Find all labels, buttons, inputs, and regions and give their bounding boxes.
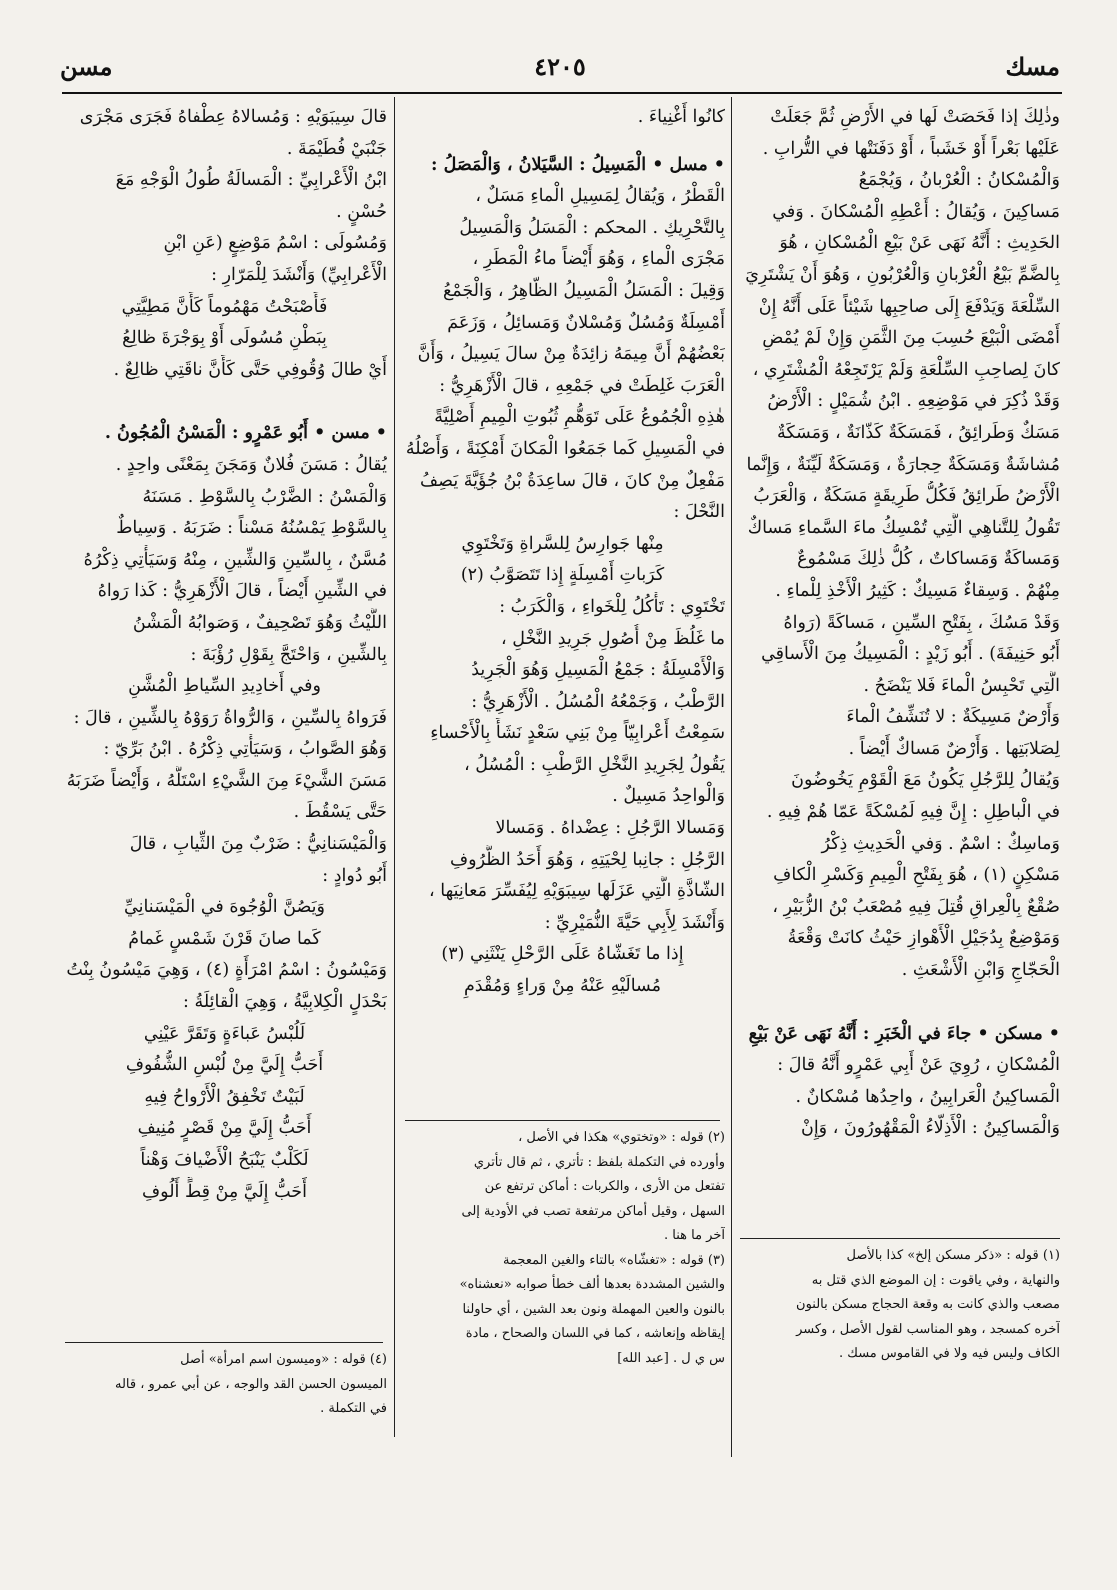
text-line: وَالْواحِدُ مَسِيلٌ . — [612, 786, 725, 807]
footnote-line: الكاف وليس فيه ولا في القاموس مسك . — [838, 1346, 1060, 1361]
text-line: هٰذِهِ الْجُمُوعُ عَلَى تَوَهُّمِ ثُبُوتِ الْمِيمِ أَصْلِيَّةً — [434, 407, 725, 428]
verse-line: لَلُبْسُ عَباءَةٍ وَتَقَرَّ عَيْنِي — [143, 1023, 306, 1044]
text-line: الرَّجُلِ : جانِبا لِحْيَتِهِ ، وَهُوَ أَحَدُ الظُّرُوفِ — [450, 849, 725, 870]
text-line: سَمِعْتُ أَعْرابِيّاً مِنْ بَنِي سَعْدٍ نَشَأَ بِالْأَحْساءِ — [430, 723, 725, 744]
footnote-line: إيقاظه وإنعاشه ، كما في اللسان والصحاح ، مادة — [465, 1326, 725, 1341]
verse-line: إِذا ما تَغَشّاهُ عَلَى الرَّحْلِ يَنْثَنِي (٣) — [441, 944, 684, 965]
text-line: عَلَيْها بَعْراً أَوْ خَشَباً ، أَوْ دَفَنَتْها في التُّرابِ . — [762, 138, 1060, 159]
text-line: الْأَرْضُ طَرائِقُ فَكُلُّ طَرِيقَةٍ مَسَكَةٌ ، وَالْعَرَبُ — [753, 486, 1060, 507]
text-line: وَالْأَمْسِلَةُ : جَمْعُ الْمَسِيلِ وَهُوَ الْجَرِيدُ — [471, 660, 725, 681]
verse-line: كَرَباتِ أَمْسِلَةٍ إِذا تَتَصَوَّبُ (٢) — [460, 565, 665, 586]
verse-line: أَحَبُّ إِلَيَّ مِنْ قَصْرٍ مُنِيفِ — [137, 1118, 312, 1139]
text-line: مَفْعِلٌ مِنْ كانَ ، قالَ ساعِدَةُ بْنُ جُؤَيَّةَ يَصِفُ — [420, 470, 725, 491]
page-header — [60, 52, 1060, 92]
text-line: صُقْعٌ بِالْعِراقِ قُتِلَ فِيهِ مُصْعَبُ بْنُ الزُّبَيْرِ ، — [772, 896, 1060, 917]
text-line: تَخْتَوِي : تَأْكُلُ لِلْخَواءِ ، وَالْكَرَبُ : — [499, 596, 725, 617]
text-line: مَساكِينَ ، وَيُقالُ : أَعْطِهِ الْمُسْكانَ . وَفي — [772, 201, 1060, 222]
header-left-word: مسن — [60, 52, 113, 81]
text-line: الْعَرَبَ غَلِطَتْ في جَمْعِهِ ، قالَ الْأَزْهَرِيُّ : — [439, 375, 725, 396]
text-line: حَتَّى يَسْقُطَ . — [293, 802, 387, 823]
footnote-line: (٣) قوله : «تغشّاه» بالتاء والغين المعجمة — [502, 1252, 725, 1268]
entry-heading-line: • مسل • الْمَسِيلُ : السَّيَلانُ ، وَالْمَصَلُ : — [431, 154, 725, 175]
verse-line: مِنْها جَوارِسُ لِلسَّراةِ وَتَخْتَوِي — [461, 533, 664, 554]
text-line: في الشِّينِ أَيْضاً ، قالَ الْأَزْهَرِيُّ : كَذا رَواهُ — [97, 581, 387, 602]
text-line: فَرَواهُ بِالسِّينِ ، وَالرُّواةُ رَوَوْهُ بِالشِّينِ ، قالَ : — [73, 707, 387, 728]
footnote-line: (٢) قوله : «وتختوي» هكذا في الأصل ، — [518, 1130, 725, 1145]
text-line: النَّحْلَ : — [673, 502, 725, 523]
text-line: كانَ لِصاحِبِ السِّلْعَةِ وَلَمْ يَرْتَجِعْهُ الْمُشْتَرِي ، — [752, 359, 1060, 380]
text-line: أَبُو حَنِيفَةَ) . أَبُو زَيْدٍ : الْمَسِيكُ مِنَ الْأَساقِي — [761, 644, 1060, 665]
text-line: يَقُولُ لِجَرِيدِ النَّخْلِ الرَّطْبِ : الْمُسُلُ ، — [464, 754, 725, 775]
footnote-line: آخر ما هنا . — [663, 1228, 725, 1243]
text-line: الحَدِيثِ : أَنَّهُ نَهَى عَنْ بَيْعِ الْمُسْكانِ ، هُوَ — [779, 233, 1060, 254]
footnote-line: (١) قوله : «ذكر مسكن إلخ» كذا بالأصل — [846, 1248, 1060, 1263]
text-line: بِالضَّمِّ بَيْعُ الْعُرْبانِ وَالْعُرْبُونِ ، وَهُوَ أَنْ يَشْتَرِيَ — [745, 264, 1060, 285]
text-line: الشّاذَّةِ الَّتِي عَزَلَها سِيبَوَيْهِ لِيُفَسِّرَ مَعانِيَها ، — [429, 881, 725, 902]
text-line: تَقُولُ لِلتَّناهِي الَّتِي تُمْسِكُ ماءَ السَّماءِ مَساكٌ — [747, 517, 1060, 538]
text-line: جَنْبَيْ فُطَيْمَةَ . — [286, 138, 387, 159]
text-line: وَمُسُولَى : اسْمُ مَوْضِعٍ (عَنِ ابْنِ — [163, 233, 387, 254]
footnote-rule-left — [65, 1342, 383, 1343]
header-rule — [62, 92, 1062, 94]
text-line: وَمَيْسُونُ : اسْمُ امْرَأَةٍ (٤) ، وَهِيَ مَيْسُونُ بِنْتُ — [66, 960, 387, 981]
text-line: وَالْمَيْسَنانِيُّ : ضَرْبٌ مِنَ الثِّيابِ ، قالَ — [129, 834, 387, 855]
text-line: بَعْضُهُمْ أَنَّ مِيمَهُ زائِدَةٌ مِنْ سالَ يَسِيلُ ، وَأَنَّ — [417, 344, 725, 365]
footnote-line: (٤) قوله : «وميسون اسم امرأة» أصل — [180, 1352, 387, 1367]
text-line: وَماسِكٌ : اسْمٌ . وَفي الْحَدِيثِ ذِكْرُ — [821, 833, 1060, 854]
verse-line: كَما صانَ قَرْنَ شَمْسٍ غَمامُ — [128, 928, 321, 949]
text-line: وَأَنْشَدَ لِأَبِي حَيَّةَ النُّمَيْرِيِّ : — [544, 912, 725, 933]
text-line: مُشاشَةٌ وَمَسَكَةٌ حِجارَةٌ ، وَمَسَكَةٌ لَيِّنَةٌ ، وَإِنَّما — [746, 454, 1060, 475]
entry-maskan — [740, 1019, 1060, 1145]
text-line: بِالتَّحْرِيكِ . المحكم : الْمَسَلُ وَالْمَسِيلُ — [459, 217, 725, 238]
footnote-line: مصعب والذي كانت به وقعة الحجاج مسكن بالنون — [796, 1297, 1060, 1312]
verse-line: وَيَصُنَّ الْوُجُوهَ في الْمَيْسَنانِيِّ — [124, 897, 325, 918]
text-line: أَيْ طالَ وُقُوفِي حَتَّى كَأَنَّ ناقَتِي ظالِعٌ . — [113, 359, 387, 380]
text-line: مَسَنَ الشَّيْءَ مِنَ الشَّيْءِ اسْتَلَّهُ ، وَأَيْضاً ضَرَبَهُ — [66, 770, 387, 791]
verse-line: بِبَطْنِ مُسُولَى أَوْ بِوَجْرَةَ ظالِعُ — [122, 328, 327, 349]
verse-line: وفي أَخادِيدِ السِّياطِ الْمُشَّنِ — [128, 676, 321, 697]
text-line: أَبُو دُوادٍ : — [322, 865, 387, 886]
footnote-line: وأورده في التكملة بلفظ : تأتري ، ثم قال تأتري — [473, 1154, 725, 1170]
text-line: وذٰلِكَ إذا فَحَصَتْ لَها في الأَرْضِ ثُمَّ جَعَلَتْ — [770, 107, 1060, 127]
footnote-rule-right — [740, 1238, 1060, 1239]
text-line: الْمَساكِينُ الْعَرابِينُ ، واحِدُها مُسْكانٌ . — [795, 1086, 1060, 1107]
text-line: وَالْمُسْكانُ : الْعُرْبانُ ، وَيُجْمَعُ — [858, 170, 1060, 191]
text-line: مَسَكٌ وَطَرائِقُ ، فَمَسَكَةٌ كَذّانَةٌ ، وَمَسَكَةٌ — [776, 422, 1060, 443]
text-line: ابْنُ الْأَعْرابِيِّ : الْمَسالَةُ طُولُ الْوَجْهِ مَعَ — [115, 170, 387, 191]
text-line: كانُوا أَغْنِياءَ . — [637, 107, 725, 127]
text-line: وَيُقالُ لِلرَّجُلِ يَكُونُ مَعَ الْقَوْمِ يَخُوضُونَ — [791, 770, 1060, 791]
footnote-line: والشين المشددة بعدها ألف خطأ صوابه «نعشناه» — [459, 1277, 725, 1292]
verse-line: لَبَيْتٌ تَخْفِقُ الْأَرْواحُ فِيهِ — [144, 1086, 305, 1107]
text-line: مِنْهُمْ . وَسِقاءٌ مَسِيكٌ : كَثِيرُ الْأَخْذِ لِلْماءِ . — [775, 580, 1060, 601]
verse-line: أَحَبُّ إِلَيَّ مِنْ قِطٍّ أَلُوفِ — [142, 1181, 307, 1202]
text-line: الَّتِي تَحْبِسُ الْماءَ فَلا يَنْضَحُ . — [863, 675, 1060, 696]
text-line: السِّلْعَةَ وَيَدْفَعَ إِلَى صاحِبِها شَيْئاً عَلَى أَنَّهُ إِنْ — [758, 296, 1060, 317]
text-line: وَقِيلَ : الْمَسَلُ الْمَسِيلُ الظّاهِرُ ، وَالْجَمْعُ — [442, 280, 725, 301]
footnote-left — [62, 1348, 387, 1422]
text-line: وَمَسالا الرَّجُلِ : عِضْداهُ . وَمَسالا — [495, 818, 725, 839]
text-line: الرَّطْبُ ، وَجَمْعُهُ الْمُسُلُ . الْأَزْهَرِيُّ : — [471, 691, 725, 712]
entry-heading-line: • مسن • أَبُو عَمْرٍو : الْمَسْنُ الْمُجُونُ . — [104, 423, 387, 444]
text-line: أَمْضَى الْبَيْعَ حُسِبَ مِنَ الثَّمَنِ وَإِنْ لَمْ يُمْضِ — [762, 328, 1060, 349]
text-line: الْحَجّاجِ وَابْنِ الْأَشْعَثِ . — [901, 960, 1060, 981]
text-line: بِالسَّوْطِ يَمْسُنُهُ مَسْناً : ضَرَبَهُ . وَسِياطٌ — [116, 518, 387, 539]
text-line: وَالْمَساكِينُ : الْأَذِلّاءُ الْمَقْهُورُونَ ، وَإِنْ — [800, 1118, 1060, 1139]
footnote-line: س ي ل . [عبد الله] — [617, 1350, 725, 1366]
text-line: وَمَساكَةٌ وَمَساكاتٌ ، كُلُّ ذٰلِكَ مَسْمُوعٌ — [797, 549, 1060, 570]
footnote-rule-middle — [405, 1120, 720, 1121]
text-line: في الْمَسِيلِ كَما جَمَعُوا الْمَكانَ أَمْكِنَةً ، وَأَصْلُهُ — [405, 438, 725, 459]
text-line: وَقَدْ مَسُكَ ، بِفَتْحِ السِّينِ ، مَساكَةً (رَواهُ — [783, 612, 1060, 633]
page-number: ٤٢٠٥ — [534, 52, 586, 81]
entry-masak-body — [740, 102, 1060, 987]
text-line: أَمْسِلَةٌ وَمُسُلٌ وَمُسْلانٌ وَمَسائِلُ ، وَزَعَمَ — [447, 312, 725, 333]
verse-line: أَحَبُّ إِلَيَّ مِنْ لُبْسِ الشُّفُوفِ — [125, 1055, 324, 1076]
text-line: قالَ سِيبَوَيْهِ : وَمُسالاهُ عِطْفاهُ فَجَرَى مَجْرَى — [79, 107, 387, 127]
text-line: مُسَّنٌ ، بِالسِّينِ وَالشِّينِ ، مِنْهُ وَسَيَأْتِي ذِكْرُهُ — [83, 549, 387, 570]
text-line: ما غَلُظَ مِنْ أُصُولِ جَرِيدِ النَّخْلِ ، — [500, 628, 725, 649]
footnote-line: بالنون والعين المهملة ونون بعد الشين ، أي حاولنا — [462, 1301, 725, 1317]
footnote-right — [740, 1244, 1060, 1367]
header-right-word: مسك — [1005, 52, 1060, 81]
text-line: يُقالُ : مَسَنَ فُلانٌ وَمَجَنَ بِمَعْنًى واحِدٍ . — [115, 454, 387, 475]
verse-line: فَأَصْبَحْتُ مَهْمُوماً كَأَنَّ مَطِيَّتِي — [121, 296, 328, 317]
footnote-line: الميسون الحسن القد والوجه ، عن أبي عمرو ، قاله — [114, 1376, 387, 1392]
text-line: وَقَدْ ذُكِرَ في مَوْضِعِهِ . ابْنُ شُمَيْلٍ : الْأَرْضُ — [767, 391, 1060, 412]
text-line: وَالْمَسْنُ : الضَّرْبُ بِالسَّوْطِ . مَسَنَهُ — [142, 486, 387, 507]
text-line: وَأَرْضٌ مَسِيكَةٌ : لا تُنَشِّفُ الْماءَ — [846, 707, 1060, 728]
text-line: لِصَلابَتِها . وَأَرْضٌ مَساكٌ أَيْضاً . — [848, 738, 1060, 759]
text-line: في الْباطِلِ : إِنَّ فِيهِ لَمُسْكَةً عَمّا هُمْ فِيهِ . — [766, 802, 1060, 823]
text-line: الْمُسْكانِ ، رُوِيَ عَنْ أَبِي عَمْرٍو أَنَّهُ قالَ : — [777, 1055, 1060, 1076]
footnote-line: والنهاية ، وفي ياقوت : إن الموضع الذي قتل به — [811, 1272, 1060, 1288]
text-line: اللَّيْثُ وَهُوَ تَصْحِيفٌ ، وَصَوابُهُ الْمَشْنُ — [132, 612, 387, 633]
text-line: وَمَوْضِعٌ بِدُجَيْلِ الْأَهْوازِ حَيْثُ كانَتْ وَقْعَةُ — [787, 928, 1060, 949]
footnote-line: في التكملة . — [320, 1401, 387, 1416]
text-line: بِالشِّينِ ، وَاحْتَجَّ بِقَوْلِ رُؤْبَةَ : — [190, 644, 387, 665]
text-line: مَسْكِنٍ (١) ، هُوَ بِفَتْحِ الْمِيمِ وَكَسْرِ الْكافِ — [773, 865, 1060, 886]
text-line: الْأَعْرابِيِّ) وَأَنْشَدَ لِلْمَرّارِ : — [211, 264, 387, 285]
column-divider-right — [731, 97, 732, 1457]
footnote-line: السهل ، وقيل أماكن مرتفعة تصب في الأودية إلى — [461, 1203, 725, 1219]
footnote-line: آخره كمسجد ، وهو المناسب لقول الأصل ، وكسر — [796, 1321, 1060, 1337]
text-line: مَجْرَى الْماءِ ، وَهُوَ أَيْضاً ماءُ الْمَطَرِ ، — [472, 249, 725, 270]
text-line: وَهُوَ الصَّوابُ ، وَسَيَأْتِي ذِكْرُهُ . ابْنُ بَرِّيّ : — [103, 739, 387, 760]
footnote-line: تفتعل من الأرى ، والكربات : أماكن ترتفع عن — [484, 1179, 725, 1194]
column-left — [62, 102, 387, 1432]
text-line: حُسْنٍ . — [336, 201, 387, 222]
verse-line: مُسالَيْهِ عَنْهُ مِنْ وَراءٍ وَمُقْدَمِ — [463, 976, 662, 997]
entry-heading-line: • مسكن • جاءَ في الْخَبَرِ : أَنَّهُ نَهَى عَنْ بَيْعِ — [748, 1023, 1060, 1044]
text-line: بَحْدَلٍ الْكِلابِيَّةُ ، وَهِيَ الْقائِلَةُ : — [183, 992, 387, 1013]
footnote-middle — [400, 1126, 725, 1371]
text-line: الْقَطْرُ ، وَيُقالُ لِمَسِيلِ الْماءِ مَسَلٌ ، — [475, 186, 725, 207]
column-divider-left — [394, 97, 395, 1437]
verse-line: لَكَلْبٌ يَنْبَحُ الْأَضْيافَ وَهْناً — [140, 1150, 309, 1170]
